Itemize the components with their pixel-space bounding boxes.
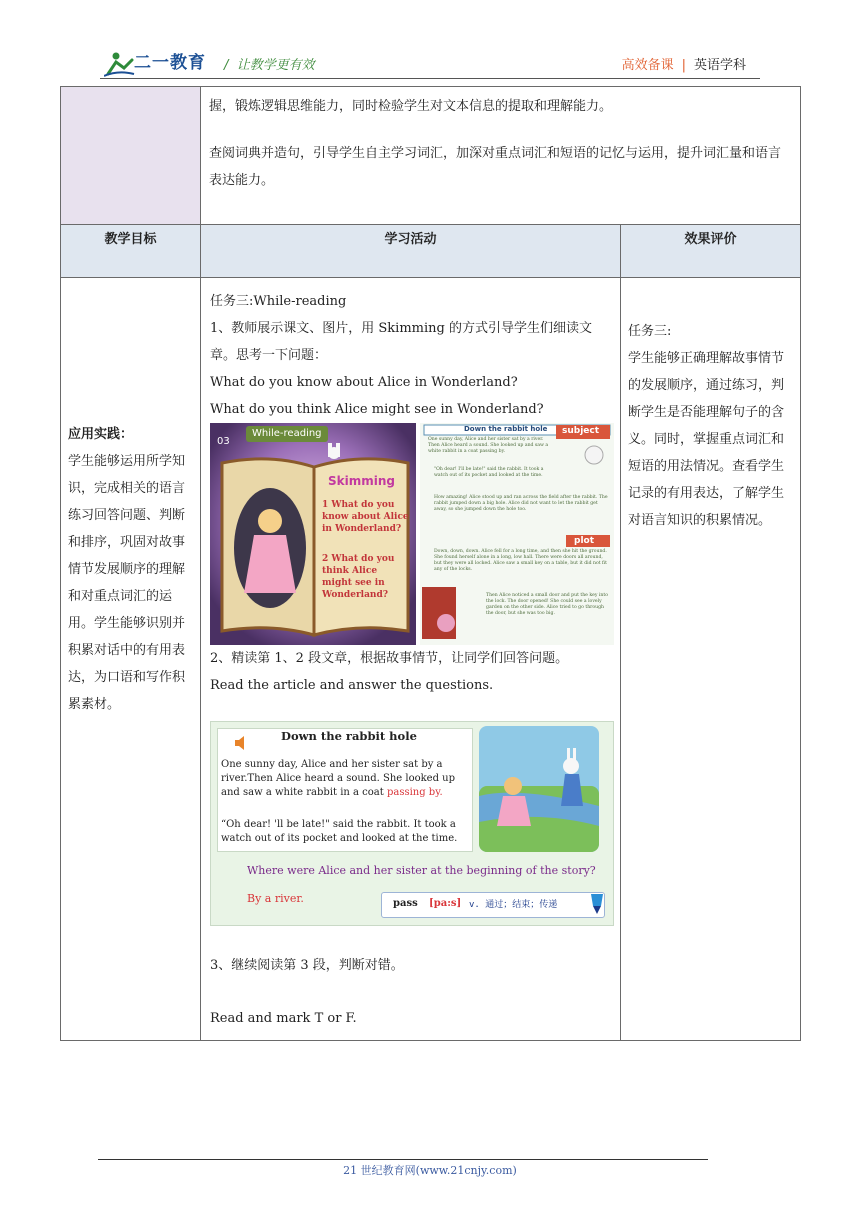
evaluation-task: 任务三: <box>628 324 672 339</box>
header-tags <box>622 54 746 73</box>
step-1: 1、教师展示课文、图片，用 Skimming 的方式引导学生们细读文章。思考一下问题： <box>210 321 592 363</box>
footer-divider <box>98 1159 708 1160</box>
question-2: What do you think Alice might see in Wonderland? <box>210 402 544 417</box>
slide-number: 03 <box>217 436 230 447</box>
lesson-table <box>60 86 801 1041</box>
slide-question-1: 1 What do you know about Alice in Wonderland? <box>322 500 409 534</box>
top-line-2: 查阅词典并造句，引导学生自主学习词汇，加深对重点词汇和短语的记忆与运用，提升词汇量和语言表达能力。 <box>209 146 782 188</box>
page-header <box>100 44 760 80</box>
goal-cell <box>61 278 201 1041</box>
content-row <box>61 278 801 1041</box>
logo-text: 二一教育 <box>134 53 206 73</box>
evaluation-cell <box>621 278 801 1041</box>
question-1: What do you know about Alice in Wonderland? <box>210 375 518 390</box>
slide2-para-1: One sunny day, Alice and her sister sat by a river.Then Alice heard a sound. She looked up and saw a white rabbit in a coat passing by. <box>221 759 456 798</box>
header-row <box>61 225 801 278</box>
top-row <box>61 87 801 225</box>
slide2-para-2: “Oh dear! 'll be late!" said the rabbit. It took a watch out of its pocket and looked at the time. <box>221 819 458 844</box>
while-reading-banner: While-reading <box>246 426 328 442</box>
skimming-label: Skimming <box>328 474 395 488</box>
top-line-1: 握，锻炼逻辑思维能力，同时检验学生对文本信息的提取和理解能力。 <box>209 99 613 114</box>
slide-question-2: 2 What do you think Alice might see in Wonderland? <box>322 554 395 600</box>
col-goal: 教学目标 <box>61 225 201 278</box>
step-2-english: Read the article and answer the questions. <box>210 678 494 693</box>
step-3-english: Read and mark T or F. <box>210 1011 357 1026</box>
rabbit-hole-slide-image <box>210 721 614 926</box>
tag-efficient: 高效备课 <box>621 58 674 73</box>
slide-para-2: "Oh dear! I'll be late!" said the rabbit. It took a watch out of its pocket and looked at the time. <box>434 467 544 478</box>
footer-text: 21 世纪教育网(www.21cnjy.com) <box>343 1164 517 1177</box>
goal-title: 应用实践： <box>68 427 134 442</box>
slide-para-3: How amazing! Alice stood up and ran across the field after the rabbit. The rabbit jumped down a big hole. Alice did not want to let the rabbit get away, so she jumped down the hole too. <box>434 495 608 512</box>
tag-separator: | <box>681 58 686 73</box>
skimming-slide-image <box>210 423 614 645</box>
top-left-cell <box>61 87 201 225</box>
tag-plot-label: plot <box>574 536 595 546</box>
slide-para-1: One sunny day, Alice and her sister sat by a river. Then Alice heard a sound. She looked up and saw a white rabbit in a coat passing by. <box>428 437 549 454</box>
task-title: 任务三:While-reading <box>210 294 347 309</box>
pen-icon <box>587 892 605 916</box>
answer-text: By a river. <box>247 892 304 905</box>
question-banner: Where were Alice and her sister at the beginning of the story? <box>247 864 596 877</box>
vocab-meaning: v. 通过；结束；传递 <box>469 900 558 910</box>
header-divider <box>100 78 760 79</box>
vocab-phonetic: [pa:s] <box>429 898 462 909</box>
col-activity: 学习活动 <box>201 225 621 278</box>
col-evaluation: 效果评价 <box>621 225 801 278</box>
slide-para-5: Then Alice noticed a small door and put the key into the lock. The door opened! She could see a lovely garden on the other side. Alice tried to go through the door, but she was too big. <box>486 593 608 616</box>
tag-subject-label: subject <box>562 426 600 436</box>
tag-subject: 英语学科 <box>693 58 746 73</box>
slogan: / 让教学更有效 <box>224 58 315 73</box>
speaker-icon <box>233 734 251 752</box>
slide2-title: Down the rabbit hole <box>281 729 417 743</box>
top-content-cell <box>201 87 801 225</box>
vocab-word: pass <box>393 898 418 909</box>
evaluation-body: 学生能够正确理解故事情节的发展顺序，通过练习，判断学生是否能理解句子的含义。同时，掌握重点词汇和短语的用法情况。查看学生记录的有用表达，了解学生对语言知识的积累情况。 <box>628 351 785 528</box>
slide-page-title: Down the rabbit hole <box>464 425 548 433</box>
slide-para-4: Down, down, down. Alice fell for a long time, and then she hit the ground. She found herself alone in a long, low hall. There were doors all around, but they were all locked. Alice saw a small key on a table, but it did not fit any of the locks. <box>434 549 607 572</box>
step-2: 2、精读第 1、2 段文章，根据故事情节，让同学们回答问题。 <box>210 651 569 666</box>
step-3: 3、继续阅读第 3 段，判断对错。 <box>210 958 404 973</box>
alice-rabbit-picture <box>479 726 599 852</box>
activity-cell <box>201 278 621 1041</box>
goal-body: 学生能够运用所学知识，完成相关的语言练习回答问题、判断和排序，巩固对故事情节发展顺序的理解和对重点词汇的运用。学生能够识别并积累对话中的有用表达，为口语和写作积累素材。 <box>68 454 186 712</box>
